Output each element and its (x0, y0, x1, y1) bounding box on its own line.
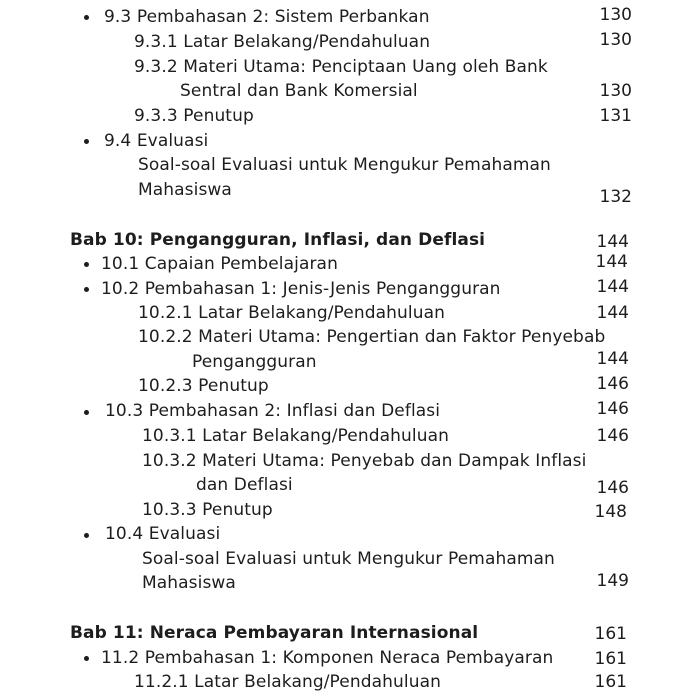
page-number: 146 (596, 478, 629, 498)
bullet-icon (84, 139, 89, 144)
toc-entry-10-3-1[interactable]: 10.3.1 Latar Belakang/Pendahuluan (142, 426, 449, 446)
toc-entry-9-4-desc-cont[interactable]: Mahasiswa (138, 180, 232, 200)
toc-entry-9-3[interactable]: 9.3 Pembahasan 2: Sistem Perbankan (104, 7, 430, 27)
toc-entry-10-4-desc[interactable]: Soal-soal Evaluasi untuk Mengukur Pemahaman (142, 549, 555, 569)
toc-entry-10-4[interactable]: 10.4 Evaluasi (105, 524, 221, 544)
toc-entry-9-3-1[interactable]: 9.3.1 Latar Belakang/Pendahuluan (134, 32, 431, 52)
toc-entry-10-2-1[interactable]: 10.2.1 Latar Belakang/Pendahuluan (138, 303, 445, 323)
toc-entry-10-4-desc-cont[interactable]: Mahasiswa (142, 573, 236, 593)
toc-entry-9-4-desc[interactable]: Soal-soal Evaluasi untuk Mengukur Pemahaman (138, 155, 551, 175)
toc-entry-10-2-2-cont[interactable]: Pengangguran (192, 352, 317, 372)
page-number: 146 (596, 374, 629, 394)
bullet-icon (84, 262, 89, 267)
page-number: 132 (599, 187, 632, 207)
page-number: 146 (596, 399, 629, 419)
toc-entry-11-2[interactable]: 11.2 Pembahasan 1: Komponen Neraca Pembayaran (101, 648, 554, 668)
page-number: 130 (599, 30, 632, 50)
bullet-icon (84, 533, 89, 538)
page-number: 144 (595, 252, 628, 272)
page-number: 131 (599, 106, 632, 126)
page-number: 161 (594, 649, 627, 669)
toc-entry-9-3-3[interactable]: 9.3.3 Penutup (134, 106, 254, 126)
toc-entry-10-2-3[interactable]: 10.2.3 Penutup (138, 376, 269, 396)
toc-entry-9-4[interactable]: 9.4 Evaluasi (104, 131, 209, 151)
bullet-icon (84, 15, 89, 20)
bullet-icon (84, 287, 89, 292)
toc-entry-10-3-2[interactable]: 10.3.2 Materi Utama: Penyebab dan Dampak Inflasi (142, 451, 587, 471)
page-number: 130 (599, 81, 632, 101)
toc-chapter-10[interactable]: Bab 10: Pengangguran, Inflasi, dan Deflasi (70, 230, 486, 250)
page-number: 146 (596, 426, 629, 446)
toc-entry-10-2[interactable]: 10.2 Pembahasan 1: Jenis-Jenis Pengangguran (101, 279, 501, 299)
page-number: 148 (594, 502, 627, 522)
toc-entry-10-3[interactable]: 10.3 Pembahasan 2: Inflasi dan Deflasi (105, 401, 441, 421)
page-number: 161 (594, 624, 627, 644)
toc-entry-9-3-2-cont[interactable]: Sentral dan Bank Komersial (180, 81, 418, 101)
page-number: 149 (596, 571, 629, 591)
toc-entry-9-3-2[interactable]: 9.3.2 Materi Utama: Penciptaan Uang oleh Bank (134, 57, 548, 77)
toc-entry-10-2-2[interactable]: 10.2.2 Materi Utama: Pengertian dan Faktor Penyebab (138, 327, 606, 347)
page-number: 144 (596, 349, 629, 369)
toc-entry-11-2-1[interactable]: 11.2.1 Latar Belakang/Pendahuluan (134, 672, 441, 692)
page-number: 144 (596, 303, 629, 323)
bullet-icon (84, 410, 89, 415)
page-number: 161 (594, 672, 627, 692)
toc-entry-10-3-3[interactable]: 10.3.3 Penutup (142, 500, 273, 520)
page-number: 144 (596, 232, 629, 252)
toc-entry-10-1[interactable]: 10.1 Capaian Pembelajaran (101, 254, 338, 274)
toc-entry-10-3-2-cont[interactable]: dan Deflasi (196, 475, 293, 495)
toc-chapter-11[interactable]: Bab 11: Neraca Pembayaran Internasional (70, 623, 479, 643)
bullet-icon (84, 656, 89, 661)
page-number: 130 (599, 5, 632, 25)
page-number: 144 (596, 277, 629, 297)
